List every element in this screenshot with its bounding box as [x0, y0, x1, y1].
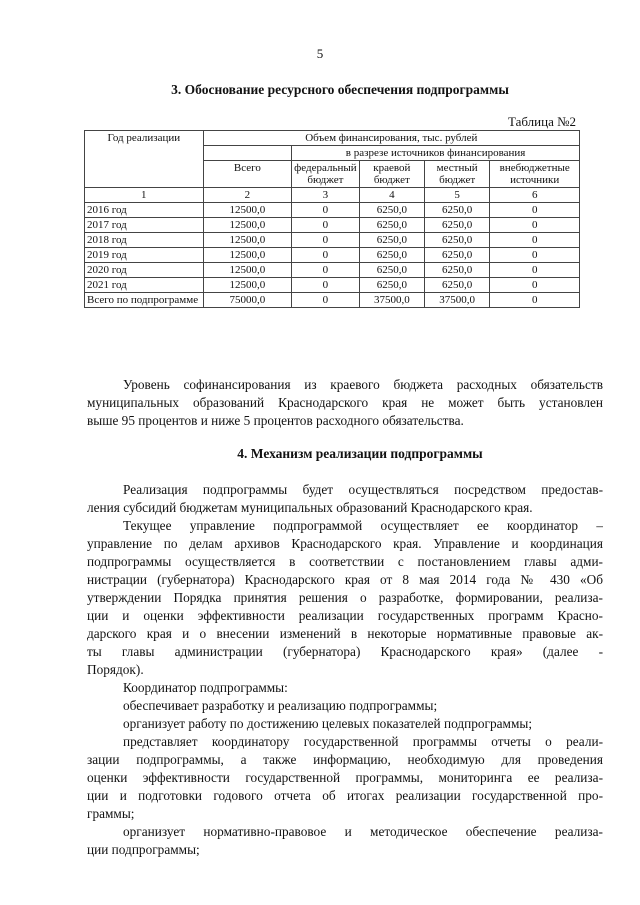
cell-regional: 6250,0 — [359, 203, 424, 218]
header-sources: в разрезе источников финансирования — [292, 146, 580, 161]
cell-local: 37500,0 — [424, 293, 489, 308]
cell-year: 2019 год — [85, 248, 204, 263]
body-line: ты главы администрации (губернатора) Краснодарского края» (далее - — [87, 644, 603, 659]
page-number: 5 — [316, 46, 324, 61]
body-line: Координатор подпрограммы: — [123, 680, 288, 695]
table-row — [85, 218, 580, 233]
section4-body — [87, 481, 603, 859]
body-line: Реализация подпрограммы будет осуществляться посредством предостав- — [123, 482, 603, 497]
section3-heading: 3. Обоснование ресурсного обеспечения подпрограммы — [171, 82, 509, 97]
cell-regional: 37500,0 — [359, 293, 424, 308]
cell-year: 2021 год — [85, 278, 204, 293]
body-line: Текущее управление подпрограммой осуществляет ее координатор – — [123, 518, 603, 533]
cell-regional: 6250,0 — [359, 278, 424, 293]
body-line: ления субсидий бюджетам муниципальных образований Краснодарского края. — [87, 500, 533, 515]
header-local: местный бюджет — [424, 161, 489, 188]
cell-extra: 0 — [490, 248, 580, 263]
paragraph-line: выше 95 процентов и ниже 5 процентов расходного обязательства. — [87, 413, 464, 428]
cell-year: 2016 год — [85, 203, 204, 218]
cell-extra: 0 — [490, 278, 580, 293]
body-line: ции подпрограммы; — [87, 842, 200, 857]
table-row — [85, 248, 580, 263]
cell-year: Всего по подпрограмме — [85, 293, 204, 308]
cell-year: 2020 год — [85, 263, 204, 278]
cell-total: 12500,0 — [203, 218, 292, 233]
cell-total: 12500,0 — [203, 233, 292, 248]
body-line: нистрации (губернатора) Краснодарского края от 8 мая 2014 года № 430 «Об — [87, 572, 603, 587]
table-body — [85, 203, 580, 308]
body-line: ции и подготовки годового отчета об итогах реализации государственной про- — [87, 788, 603, 803]
cell-extra: 0 — [490, 203, 580, 218]
body-line: организует работу по достижению целевых показателей подпрограммы; — [123, 716, 533, 731]
body-line: дарского края и о внесении изменений в некоторые нормативные правовые ак- — [87, 626, 603, 641]
cell-federal: 0 — [292, 278, 360, 293]
cell-local: 6250,0 — [424, 263, 489, 278]
column-number: 5 — [424, 188, 489, 203]
header-volume: Объем финансирования, тыс. рублей — [203, 131, 579, 146]
cell-local: 6250,0 — [424, 218, 489, 233]
body-line: организует нормативно-правовое и методическое обеспечение реализа- — [123, 824, 603, 839]
cell-total: 75000,0 — [203, 293, 292, 308]
table-header-row-1 — [85, 131, 580, 146]
body-line: обеспечивает разработку и реализацию подпрограммы; — [123, 698, 438, 713]
body-line: управление по делам архивов Краснодарского края. Управление и координация — [87, 536, 603, 551]
cell-federal: 0 — [292, 218, 360, 233]
header-extra: внебюджетные источники — [490, 161, 580, 188]
cell-extra: 0 — [490, 293, 580, 308]
header-year: Год реализации — [85, 131, 204, 188]
financing-table — [84, 130, 580, 308]
cell-federal: 0 — [292, 233, 360, 248]
cell-extra: 0 — [490, 218, 580, 233]
cell-regional: 6250,0 — [359, 233, 424, 248]
table-number-row — [85, 188, 580, 203]
cell-local: 6250,0 — [424, 278, 489, 293]
cell-total: 12500,0 — [203, 263, 292, 278]
column-number: 3 — [292, 188, 360, 203]
header-regional: краевой бюджет — [359, 161, 424, 188]
cell-regional: 6250,0 — [359, 248, 424, 263]
body-line: утверждении Порядка принятия решения о разработке, формировании, реализа- — [87, 590, 603, 605]
table-row — [85, 293, 580, 308]
table-label: Таблица №2 — [508, 114, 577, 129]
column-number: 2 — [203, 188, 292, 203]
body-line: представляет координатору государственной программы отчеты о реали- — [123, 734, 603, 749]
paragraph-line: Уровень софинансирования из краевого бюджета расходных обязательств — [123, 377, 603, 392]
cell-local: 6250,0 — [424, 233, 489, 248]
cell-federal: 0 — [292, 203, 360, 218]
table-row — [85, 278, 580, 293]
table-row — [85, 263, 580, 278]
cell-regional: 6250,0 — [359, 218, 424, 233]
header-federal: федеральный бюджет — [292, 161, 360, 188]
body-line: Порядок). — [87, 662, 144, 677]
cell-year: 2018 год — [85, 233, 204, 248]
cell-federal: 0 — [292, 293, 360, 308]
cell-local: 6250,0 — [424, 203, 489, 218]
body-line: зации подпрограммы, а также информацию, необходимую для проведения — [87, 752, 603, 767]
body-line: ции и оценки эффективности реализации государственных программ Красно- — [87, 608, 603, 623]
column-number: 6 — [490, 188, 580, 203]
column-number: 4 — [359, 188, 424, 203]
cell-extra: 0 — [490, 233, 580, 248]
header-total: Всего — [203, 161, 292, 188]
cell-federal: 0 — [292, 248, 360, 263]
cell-total: 12500,0 — [203, 278, 292, 293]
section4-heading: 4. Механизм реализации подпрограммы — [237, 446, 483, 461]
cell-extra: 0 — [490, 263, 580, 278]
cell-total: 12500,0 — [203, 203, 292, 218]
cofinancing-paragraph — [87, 376, 603, 430]
table-row — [85, 203, 580, 218]
body-line: граммы; — [87, 806, 135, 821]
cell-local: 6250,0 — [424, 248, 489, 263]
column-number: 1 — [85, 188, 204, 203]
table-row — [85, 233, 580, 248]
cell-federal: 0 — [292, 263, 360, 278]
paragraph-line: муниципальных образований Краснодарского края не может быть установлен — [87, 395, 603, 410]
cell-regional: 6250,0 — [359, 263, 424, 278]
cell-year: 2017 год — [85, 218, 204, 233]
body-line: подпрограммы осуществляется в соответствии с постановлением главы адми- — [87, 554, 603, 569]
header-spacer — [203, 146, 292, 161]
cell-total: 12500,0 — [203, 248, 292, 263]
body-line: оценки эффективности государственной программы, мониторинга ее реализа- — [87, 770, 603, 785]
